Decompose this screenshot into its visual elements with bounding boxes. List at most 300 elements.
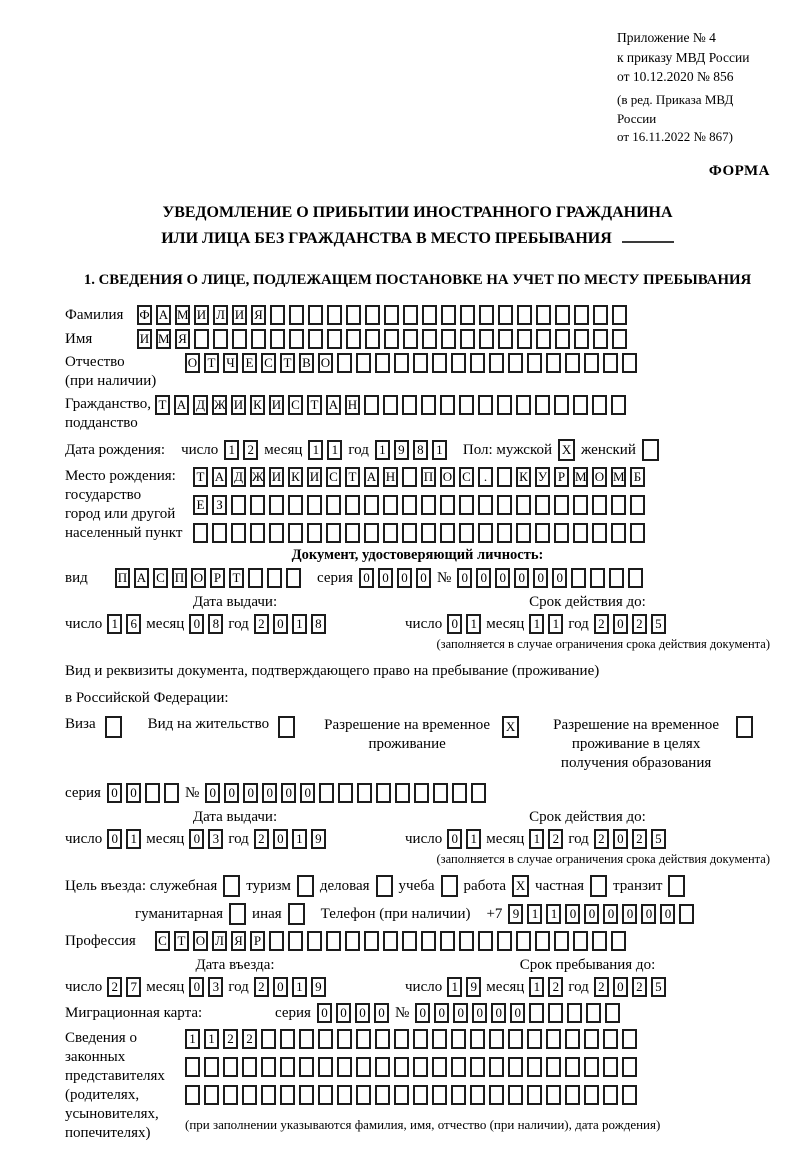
- temp-residence-checkbox[interactable]: X: [502, 716, 519, 738]
- char-cell[interactable]: [364, 395, 379, 415]
- char-cell[interactable]: О: [318, 353, 333, 373]
- char-cell[interactable]: [365, 305, 380, 325]
- char-cell[interactable]: [375, 1057, 390, 1077]
- char-cell[interactable]: [346, 329, 361, 349]
- char-cell[interactable]: [299, 1057, 314, 1077]
- char-cell[interactable]: 1: [432, 440, 447, 460]
- char-cell[interactable]: [422, 305, 437, 325]
- char-cell[interactable]: 2: [254, 614, 269, 634]
- char-cell[interactable]: [573, 931, 588, 951]
- char-cell[interactable]: [565, 1085, 580, 1105]
- char-cell[interactable]: [356, 353, 371, 373]
- char-cell[interactable]: [402, 523, 417, 543]
- char-cell[interactable]: [478, 395, 493, 415]
- char-cell[interactable]: [421, 495, 436, 515]
- char-cell[interactable]: 6: [126, 614, 141, 634]
- char-cell[interactable]: 0: [434, 1003, 449, 1023]
- male-checkbox[interactable]: X: [558, 439, 575, 461]
- char-cell[interactable]: [470, 1085, 485, 1105]
- char-cell[interactable]: 0: [565, 904, 580, 924]
- char-cell[interactable]: О: [440, 467, 455, 487]
- char-cell[interactable]: 0: [300, 783, 315, 803]
- char-cell[interactable]: [383, 395, 398, 415]
- char-cell[interactable]: Е: [193, 495, 208, 515]
- char-cell[interactable]: 0: [205, 783, 220, 803]
- char-cell[interactable]: [479, 329, 494, 349]
- char-cell[interactable]: 1: [375, 440, 390, 460]
- char-cell[interactable]: 1: [292, 614, 307, 634]
- char-cell[interactable]: [628, 568, 643, 588]
- char-cell[interactable]: [574, 305, 589, 325]
- char-cell[interactable]: [204, 1085, 219, 1105]
- char-cell[interactable]: [326, 523, 341, 543]
- char-cell[interactable]: [441, 329, 456, 349]
- char-cell[interactable]: 8: [311, 614, 326, 634]
- char-cell[interactable]: З: [212, 495, 227, 515]
- char-cell[interactable]: [345, 523, 360, 543]
- char-cell[interactable]: [573, 523, 588, 543]
- char-cell[interactable]: О: [185, 353, 200, 373]
- char-cell[interactable]: Б: [630, 467, 645, 487]
- char-cell[interactable]: Ч: [223, 353, 238, 373]
- char-cell[interactable]: 8: [413, 440, 428, 460]
- char-cell[interactable]: [251, 329, 266, 349]
- char-cell[interactable]: 1: [447, 977, 462, 997]
- char-cell[interactable]: Л: [212, 931, 227, 951]
- char-cell[interactable]: [318, 1029, 333, 1049]
- char-cell[interactable]: 5: [651, 977, 666, 997]
- char-cell[interactable]: [269, 931, 284, 951]
- char-cell[interactable]: [280, 1057, 295, 1077]
- char-cell[interactable]: И: [269, 467, 284, 487]
- char-cell[interactable]: 2: [632, 614, 647, 634]
- char-cell[interactable]: Р: [554, 467, 569, 487]
- char-cell[interactable]: 0: [189, 614, 204, 634]
- char-cell[interactable]: М: [573, 467, 588, 487]
- char-cell[interactable]: [478, 495, 493, 515]
- char-cell[interactable]: А: [326, 395, 341, 415]
- char-cell[interactable]: [345, 495, 360, 515]
- char-cell[interactable]: [536, 305, 551, 325]
- char-cell[interactable]: 0: [660, 904, 675, 924]
- char-cell[interactable]: Т: [307, 395, 322, 415]
- char-cell[interactable]: [288, 523, 303, 543]
- char-cell[interactable]: К: [250, 395, 265, 415]
- char-cell[interactable]: Т: [174, 931, 189, 951]
- char-cell[interactable]: [440, 395, 455, 415]
- char-cell[interactable]: Е: [242, 353, 257, 373]
- char-cell[interactable]: 2: [223, 1029, 238, 1049]
- char-cell[interactable]: 9: [311, 977, 326, 997]
- char-cell[interactable]: 3: [208, 977, 223, 997]
- char-cell[interactable]: 1: [185, 1029, 200, 1049]
- char-cell[interactable]: [459, 523, 474, 543]
- char-cell[interactable]: [375, 1085, 390, 1105]
- char-cell[interactable]: [383, 523, 398, 543]
- char-cell[interactable]: [223, 1085, 238, 1105]
- char-cell[interactable]: [536, 329, 551, 349]
- char-cell[interactable]: 0: [613, 614, 628, 634]
- char-cell[interactable]: [592, 523, 607, 543]
- char-cell[interactable]: С: [155, 931, 170, 951]
- residence-permit-checkbox[interactable]: [278, 716, 295, 738]
- char-cell[interactable]: [611, 395, 626, 415]
- char-cell[interactable]: У: [535, 467, 550, 487]
- char-cell[interactable]: [356, 1029, 371, 1049]
- char-cell[interactable]: 1: [308, 440, 323, 460]
- char-cell[interactable]: [231, 523, 246, 543]
- char-cell[interactable]: 0: [622, 904, 637, 924]
- char-cell[interactable]: [376, 783, 391, 803]
- char-cell[interactable]: [611, 495, 626, 515]
- char-cell[interactable]: [497, 523, 512, 543]
- char-cell[interactable]: 1: [292, 829, 307, 849]
- char-cell[interactable]: [432, 1057, 447, 1077]
- char-cell[interactable]: Т: [229, 568, 244, 588]
- char-cell[interactable]: [307, 931, 322, 951]
- char-cell[interactable]: 0: [510, 1003, 525, 1023]
- char-cell[interactable]: [299, 1085, 314, 1105]
- char-cell[interactable]: Р: [210, 568, 225, 588]
- char-cell[interactable]: [460, 329, 475, 349]
- char-cell[interactable]: П: [115, 568, 130, 588]
- char-cell[interactable]: [185, 1085, 200, 1105]
- char-cell[interactable]: [459, 931, 474, 951]
- char-cell[interactable]: [364, 495, 379, 515]
- char-cell[interactable]: 0: [317, 1003, 332, 1023]
- char-cell[interactable]: 0: [533, 568, 548, 588]
- char-cell[interactable]: [622, 1085, 637, 1105]
- char-cell[interactable]: [289, 329, 304, 349]
- char-cell[interactable]: Т: [280, 353, 295, 373]
- char-cell[interactable]: [403, 305, 418, 325]
- char-cell[interactable]: [326, 495, 341, 515]
- char-cell[interactable]: 0: [374, 1003, 389, 1023]
- char-cell[interactable]: [470, 1029, 485, 1049]
- purpose-humanitarian-checkbox[interactable]: [229, 903, 246, 925]
- char-cell[interactable]: Р: [250, 931, 265, 951]
- char-cell[interactable]: 0: [243, 783, 258, 803]
- char-cell[interactable]: [527, 353, 542, 373]
- char-cell[interactable]: [270, 305, 285, 325]
- char-cell[interactable]: Н: [383, 467, 398, 487]
- char-cell[interactable]: [319, 783, 334, 803]
- char-cell[interactable]: 9: [508, 904, 523, 924]
- char-cell[interactable]: [337, 1057, 352, 1077]
- char-cell[interactable]: [546, 353, 561, 373]
- char-cell[interactable]: [498, 305, 513, 325]
- char-cell[interactable]: 0: [552, 568, 567, 588]
- char-cell[interactable]: [365, 329, 380, 349]
- char-cell[interactable]: [517, 305, 532, 325]
- char-cell[interactable]: 2: [632, 829, 647, 849]
- char-cell[interactable]: 8: [208, 614, 223, 634]
- char-cell[interactable]: [280, 1029, 295, 1049]
- char-cell[interactable]: М: [175, 305, 190, 325]
- char-cell[interactable]: 0: [281, 783, 296, 803]
- char-cell[interactable]: 9: [394, 440, 409, 460]
- char-cell[interactable]: [593, 329, 608, 349]
- char-cell[interactable]: [489, 1057, 504, 1077]
- char-cell[interactable]: [414, 783, 429, 803]
- char-cell[interactable]: [554, 523, 569, 543]
- char-cell[interactable]: [573, 495, 588, 515]
- char-cell[interactable]: [402, 395, 417, 415]
- char-cell[interactable]: [261, 1029, 276, 1049]
- char-cell[interactable]: [364, 523, 379, 543]
- char-cell[interactable]: 2: [243, 440, 258, 460]
- char-cell[interactable]: 1: [292, 977, 307, 997]
- char-cell[interactable]: [337, 353, 352, 373]
- temp-residence-edu-checkbox[interactable]: [736, 716, 753, 738]
- char-cell[interactable]: [546, 1085, 561, 1105]
- char-cell[interactable]: [375, 1029, 390, 1049]
- char-cell[interactable]: [402, 495, 417, 515]
- char-cell[interactable]: О: [191, 568, 206, 588]
- char-cell[interactable]: 0: [355, 1003, 370, 1023]
- char-cell[interactable]: 2: [632, 977, 647, 997]
- char-cell[interactable]: [383, 495, 398, 515]
- char-cell[interactable]: 0: [584, 904, 599, 924]
- char-cell[interactable]: [584, 1085, 599, 1105]
- char-cell[interactable]: [584, 1057, 599, 1077]
- char-cell[interactable]: [451, 1057, 466, 1077]
- char-cell[interactable]: [248, 568, 263, 588]
- char-cell[interactable]: 0: [447, 614, 462, 634]
- char-cell[interactable]: [307, 495, 322, 515]
- char-cell[interactable]: [242, 1057, 257, 1077]
- char-cell[interactable]: [440, 931, 455, 951]
- char-cell[interactable]: [413, 1057, 428, 1077]
- char-cell[interactable]: 9: [466, 977, 481, 997]
- char-cell[interactable]: [471, 783, 486, 803]
- char-cell[interactable]: [554, 931, 569, 951]
- char-cell[interactable]: И: [231, 395, 246, 415]
- char-cell[interactable]: 2: [254, 829, 269, 849]
- char-cell[interactable]: [497, 467, 512, 487]
- char-cell[interactable]: [603, 353, 618, 373]
- char-cell[interactable]: [413, 1085, 428, 1105]
- char-cell[interactable]: [212, 523, 227, 543]
- char-cell[interactable]: [497, 931, 512, 951]
- char-cell[interactable]: [261, 1057, 276, 1077]
- char-cell[interactable]: [394, 353, 409, 373]
- char-cell[interactable]: [451, 1085, 466, 1105]
- char-cell[interactable]: [193, 523, 208, 543]
- char-cell[interactable]: [307, 523, 322, 543]
- char-cell[interactable]: [231, 495, 246, 515]
- char-cell[interactable]: [194, 329, 209, 349]
- char-cell[interactable]: [375, 353, 390, 373]
- char-cell[interactable]: 2: [548, 977, 563, 997]
- purpose-official-checkbox[interactable]: [223, 875, 240, 897]
- char-cell[interactable]: 2: [107, 977, 122, 997]
- char-cell[interactable]: [479, 305, 494, 325]
- char-cell[interactable]: [441, 305, 456, 325]
- char-cell[interactable]: [286, 568, 301, 588]
- char-cell[interactable]: [459, 395, 474, 415]
- char-cell[interactable]: 1: [327, 440, 342, 460]
- char-cell[interactable]: 0: [273, 829, 288, 849]
- char-cell[interactable]: [612, 329, 627, 349]
- char-cell[interactable]: 1: [107, 614, 122, 634]
- char-cell[interactable]: [356, 1085, 371, 1105]
- char-cell[interactable]: [204, 1057, 219, 1077]
- char-cell[interactable]: [565, 1057, 580, 1077]
- char-cell[interactable]: [395, 783, 410, 803]
- char-cell[interactable]: [250, 523, 265, 543]
- char-cell[interactable]: 0: [495, 568, 510, 588]
- char-cell[interactable]: [489, 1085, 504, 1105]
- char-cell[interactable]: 2: [594, 614, 609, 634]
- char-cell[interactable]: 0: [641, 904, 656, 924]
- char-cell[interactable]: [517, 329, 532, 349]
- char-cell[interactable]: [630, 523, 645, 543]
- char-cell[interactable]: [567, 1003, 582, 1023]
- char-cell[interactable]: 1: [548, 614, 563, 634]
- char-cell[interactable]: Ж: [212, 395, 227, 415]
- char-cell[interactable]: Д: [193, 395, 208, 415]
- char-cell[interactable]: [232, 329, 247, 349]
- char-cell[interactable]: [185, 1057, 200, 1077]
- char-cell[interactable]: [440, 523, 455, 543]
- char-cell[interactable]: [432, 1029, 447, 1049]
- char-cell[interactable]: [327, 329, 342, 349]
- char-cell[interactable]: [337, 1029, 352, 1049]
- char-cell[interactable]: 0: [224, 783, 239, 803]
- char-cell[interactable]: А: [364, 467, 379, 487]
- char-cell[interactable]: [571, 568, 586, 588]
- char-cell[interactable]: 0: [126, 783, 141, 803]
- char-cell[interactable]: [308, 305, 323, 325]
- char-cell[interactable]: [145, 783, 160, 803]
- char-cell[interactable]: 0: [453, 1003, 468, 1023]
- char-cell[interactable]: [478, 931, 493, 951]
- char-cell[interactable]: И: [137, 329, 152, 349]
- char-cell[interactable]: А: [212, 467, 227, 487]
- char-cell[interactable]: [555, 305, 570, 325]
- purpose-tourism-checkbox[interactable]: [297, 875, 314, 897]
- char-cell[interactable]: [288, 495, 303, 515]
- char-cell[interactable]: [603, 1085, 618, 1105]
- char-cell[interactable]: А: [156, 305, 171, 325]
- char-cell[interactable]: [267, 568, 282, 588]
- char-cell[interactable]: К: [516, 467, 531, 487]
- char-cell[interactable]: [357, 783, 372, 803]
- char-cell[interactable]: [402, 467, 417, 487]
- char-cell[interactable]: 0: [262, 783, 277, 803]
- char-cell[interactable]: [516, 395, 531, 415]
- char-cell[interactable]: 2: [242, 1029, 257, 1049]
- char-cell[interactable]: [299, 1029, 314, 1049]
- char-cell[interactable]: [622, 353, 637, 373]
- char-cell[interactable]: 2: [548, 829, 563, 849]
- char-cell[interactable]: [345, 931, 360, 951]
- char-cell[interactable]: [421, 931, 436, 951]
- char-cell[interactable]: О: [592, 467, 607, 487]
- char-cell[interactable]: [470, 1057, 485, 1077]
- char-cell[interactable]: [384, 305, 399, 325]
- char-cell[interactable]: 1: [466, 614, 481, 634]
- char-cell[interactable]: [508, 1085, 523, 1105]
- char-cell[interactable]: 0: [107, 829, 122, 849]
- char-cell[interactable]: [451, 353, 466, 373]
- char-cell[interactable]: 0: [613, 829, 628, 849]
- char-cell[interactable]: 2: [594, 829, 609, 849]
- char-cell[interactable]: [586, 1003, 601, 1023]
- char-cell[interactable]: [326, 931, 341, 951]
- char-cell[interactable]: 0: [378, 568, 393, 588]
- char-cell[interactable]: [432, 353, 447, 373]
- char-cell[interactable]: [223, 1057, 238, 1077]
- char-cell[interactable]: 0: [416, 568, 431, 588]
- char-cell[interactable]: 0: [397, 568, 412, 588]
- char-cell[interactable]: [270, 329, 285, 349]
- char-cell[interactable]: [548, 1003, 563, 1023]
- char-cell[interactable]: 1: [529, 614, 544, 634]
- char-cell[interactable]: [554, 395, 569, 415]
- char-cell[interactable]: [403, 329, 418, 349]
- char-cell[interactable]: С: [459, 467, 474, 487]
- char-cell[interactable]: [535, 931, 550, 951]
- char-cell[interactable]: [527, 1057, 542, 1077]
- char-cell[interactable]: 0: [603, 904, 618, 924]
- char-cell[interactable]: [527, 1085, 542, 1105]
- char-cell[interactable]: [603, 1029, 618, 1049]
- char-cell[interactable]: Я: [175, 329, 190, 349]
- char-cell[interactable]: 1: [126, 829, 141, 849]
- char-cell[interactable]: С: [261, 353, 276, 373]
- char-cell[interactable]: [327, 305, 342, 325]
- char-cell[interactable]: И: [269, 395, 284, 415]
- char-cell[interactable]: 0: [273, 614, 288, 634]
- char-cell[interactable]: [338, 783, 353, 803]
- char-cell[interactable]: 0: [336, 1003, 351, 1023]
- char-cell[interactable]: 0: [613, 977, 628, 997]
- char-cell[interactable]: А: [174, 395, 189, 415]
- char-cell[interactable]: 0: [189, 829, 204, 849]
- char-cell[interactable]: [565, 353, 580, 373]
- char-cell[interactable]: [394, 1029, 409, 1049]
- char-cell[interactable]: О: [193, 931, 208, 951]
- char-cell[interactable]: [565, 1029, 580, 1049]
- char-cell[interactable]: [584, 353, 599, 373]
- char-cell[interactable]: [346, 305, 361, 325]
- char-cell[interactable]: 5: [651, 614, 666, 634]
- char-cell[interactable]: М: [156, 329, 171, 349]
- char-cell[interactable]: [489, 353, 504, 373]
- char-cell[interactable]: [516, 523, 531, 543]
- char-cell[interactable]: [529, 1003, 544, 1023]
- char-cell[interactable]: [605, 1003, 620, 1023]
- char-cell[interactable]: [402, 931, 417, 951]
- char-cell[interactable]: 0: [457, 568, 472, 588]
- char-cell[interactable]: [250, 495, 265, 515]
- char-cell[interactable]: [546, 1057, 561, 1077]
- char-cell[interactable]: И: [194, 305, 209, 325]
- char-cell[interactable]: Л: [213, 305, 228, 325]
- char-cell[interactable]: [394, 1085, 409, 1105]
- char-cell[interactable]: [611, 523, 626, 543]
- purpose-study-checkbox[interactable]: [441, 875, 458, 897]
- char-cell[interactable]: 7: [126, 977, 141, 997]
- char-cell[interactable]: [679, 904, 694, 924]
- char-cell[interactable]: [364, 931, 379, 951]
- char-cell[interactable]: [261, 1085, 276, 1105]
- char-cell[interactable]: [356, 1057, 371, 1077]
- char-cell[interactable]: 2: [254, 977, 269, 997]
- char-cell[interactable]: [603, 1057, 618, 1077]
